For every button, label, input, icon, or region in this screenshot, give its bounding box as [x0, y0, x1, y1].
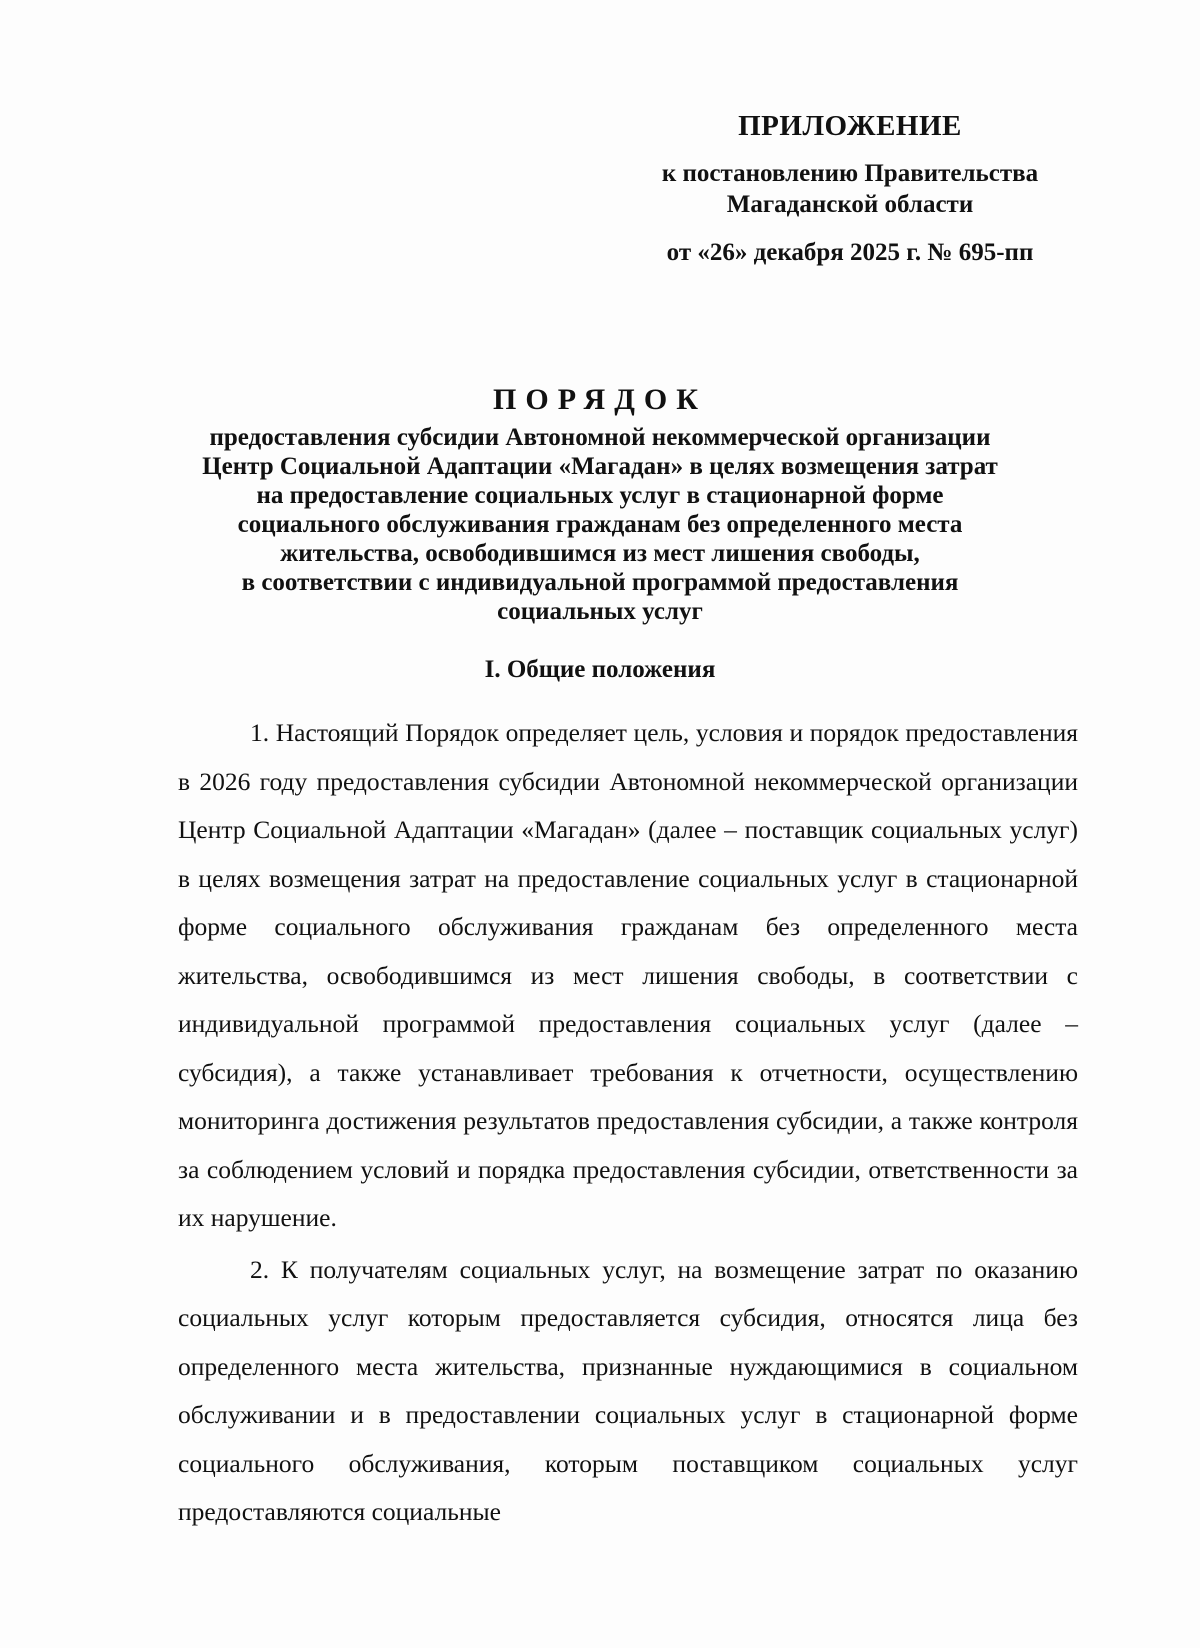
- document-subtitle: [150, 423, 1050, 626]
- appendix-line-resolution: к постановлению Правительства: [661, 160, 1039, 187]
- section-heading: I. Общие положения: [484, 656, 716, 683]
- document-title: ПОРЯДОК: [493, 383, 707, 416]
- subtitle-line: социальных услуг: [497, 598, 703, 625]
- appendix-heading: ПРИЛОЖЕНИЕ: [738, 110, 962, 142]
- document-body: [178, 709, 1078, 1537]
- subtitle-line: на предоставление социальных услуг в стационарной форме: [256, 482, 944, 509]
- subtitle-line: предоставления субсидии Автономной некоммерческой организации: [209, 424, 991, 451]
- paragraph-1: 1. Настоящий Порядок определяет цель, условия и порядок предоставления в 2026 году предоставления субсидии Автономной некоммерческой организации Центр Социальной Адаптации «Магадан» (далее – поставщик социальных услуг) в целях возмещения затрат на предоставление социальных услуг в стационарной форме социального обслуживания гражданам без определенного места жительства, освободившимся из мест лишения свободы, в соответствии с индивидуальной программой предоставления социальных услуг (далее – субсидия), а также устанавливает требования к отчетности, осуществлению мониторинга достижения результатов предоставления субсидии, а также контроля за соблюдением условий и порядка предоставления субсидии, ответственности за их нарушение.: [178, 718, 1078, 1232]
- appendix-date-number: от «26» декабря 2025 г. № 695-пп: [666, 239, 1034, 266]
- subtitle-line: в соответствии с индивидуальной программой предоставления: [241, 569, 959, 596]
- appendix-block: [620, 108, 1080, 268]
- subtitle-line: Центр Социальной Адаптации «Магадан» в целях возмещения затрат: [202, 453, 998, 480]
- appendix-line-region: Магаданской области: [726, 191, 974, 218]
- subtitle-line: жительства, освободившимся из мест лишения свободы,: [280, 540, 920, 567]
- subtitle-line: социального обслуживания гражданам без определенного места: [237, 511, 963, 538]
- paragraph-2: 2. К получателям социальных услуг, на возмещение затрат по оказанию социальных услуг которым предоставляется субсидия, относятся лица без определенного места жительства, признанные нуждающимися в социальном обслуживании и в предоставлении социальных услуг в стационарной форме социального обслуживания, которым поставщиком социальных услуг предоставляются социальные: [178, 1254, 1078, 1526]
